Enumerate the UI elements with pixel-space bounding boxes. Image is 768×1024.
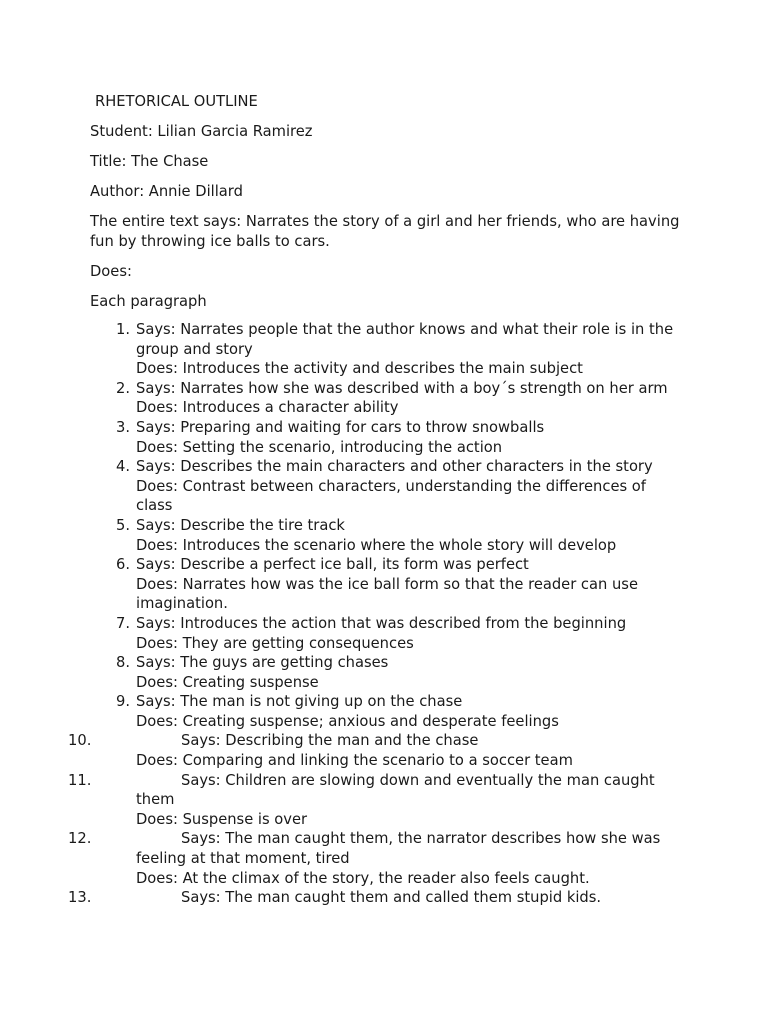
list-item <box>90 614 680 653</box>
paragraph-outline-list <box>68 320 680 908</box>
item-says: Says: Preparing and waiting for cars to throw snowballs <box>136 418 545 436</box>
item-does: Does: Narrates how was the ice ball form so that the reader can use imagination. <box>136 575 638 613</box>
entire-text-summary: The entire text says: Narrates the story of a girl and her friends, who are having fun by throwing ice balls to cars. <box>90 213 685 250</box>
item-does: Does: Introduces a character ability <box>136 399 399 417</box>
student-line: Student: Lilian Garcia Ramirez <box>90 123 313 140</box>
document-page <box>68 92 685 908</box>
item-number: 8. <box>115 654 130 672</box>
list-item <box>90 418 680 457</box>
item-does: Does: Contrast between characters, understanding the differences of class <box>136 477 646 515</box>
item-says: Says: The guys are getting chases <box>136 654 389 672</box>
item-says: Says: Narrates how she was described with a boy´s strength on her arm <box>136 379 668 397</box>
list-item <box>90 457 680 516</box>
each-paragraph-label: Each paragraph <box>90 293 207 310</box>
item-number: 7. <box>115 614 130 632</box>
item-number: 1. <box>115 321 130 338</box>
item-says: Says: Describe a perfect ice ball, its form was perfect <box>136 556 529 574</box>
item-says: Says: Narrates people that the author knows and what their role is in the group and story <box>136 321 674 358</box>
item-number: 11. <box>68 771 92 789</box>
list-item <box>68 771 680 830</box>
title-line: Title: The Chase <box>90 153 209 170</box>
item-does: Does: At the climax of the story, the reader also feels caught. <box>136 869 590 887</box>
item-number: 2. <box>115 379 130 397</box>
item-says: Says: Describing the man and the chase <box>181 732 479 750</box>
item-number: 13. <box>68 889 92 907</box>
list-item <box>68 888 680 908</box>
item-does: Does: Introduces the scenario where the whole story will develop <box>136 536 617 554</box>
item-does: Does: Introduces the activity and describes the main subject <box>136 360 583 378</box>
item-does: Does: Setting the scenario, introducing the action <box>136 438 503 456</box>
item-says: Says: The man caught them and called them stupid kids. <box>181 889 602 907</box>
list-item <box>90 555 680 614</box>
item-number: 3. <box>115 418 130 436</box>
item-number: 6. <box>115 556 130 574</box>
item-does: Does: Creating suspense <box>136 673 319 691</box>
item-does: Does: Creating suspense; anxious and desperate feelings <box>136 712 559 730</box>
page-title: RHETORICAL OUTLINE <box>95 93 258 110</box>
item-says: Says: Describes the main characters and other characters in the story <box>136 458 653 476</box>
item-number: 5. <box>115 516 130 534</box>
list-item <box>90 379 680 418</box>
item-says: Says: Describe the tire track <box>136 516 345 534</box>
list-item <box>68 829 680 888</box>
list-item <box>90 320 680 379</box>
item-number: 9. <box>115 693 130 711</box>
item-says: Says: Introduces the action that was described from the beginning <box>136 614 627 632</box>
item-does: Does: Suspense is over <box>136 810 308 828</box>
list-item <box>90 692 680 731</box>
item-number: 12. <box>68 830 92 848</box>
does-label: Does: <box>90 263 132 280</box>
list-item <box>90 653 680 692</box>
item-number: 4. <box>115 458 130 476</box>
item-number: 10. <box>68 732 92 750</box>
item-says: Says: Children are slowing down and eventually the man caught them <box>136 771 655 809</box>
item-says: Says: The man is not giving up on the chase <box>136 693 463 711</box>
item-says: Says: The man caught them, the narrator describes how she was feeling at that moment, tired <box>136 830 661 868</box>
list-item <box>90 516 680 555</box>
item-does: Does: Comparing and linking the scenario to a soccer team <box>136 752 573 770</box>
item-does: Does: They are getting consequences <box>136 634 414 652</box>
list-item <box>68 731 680 770</box>
author-line: Author: Annie Dillard <box>90 183 243 200</box>
